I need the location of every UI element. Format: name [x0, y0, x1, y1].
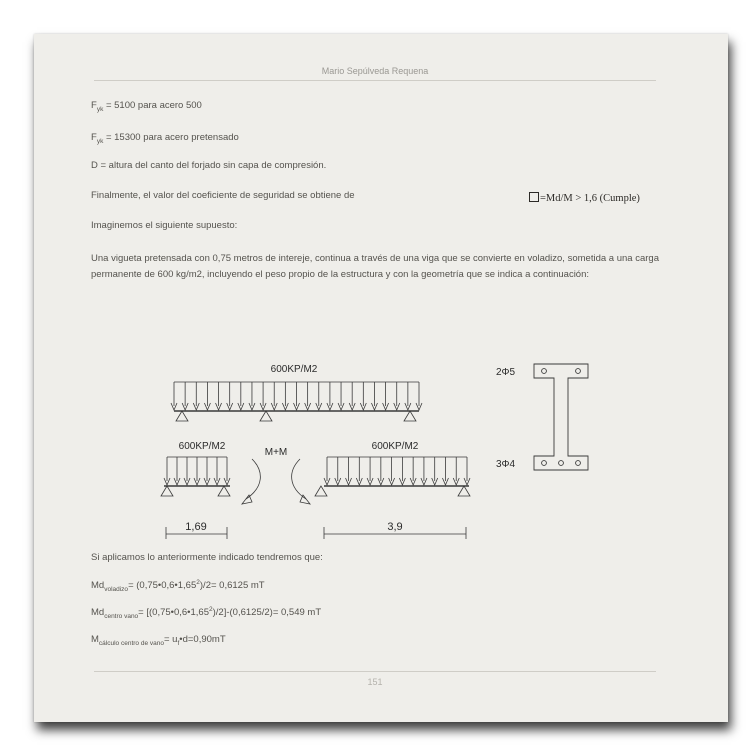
- page-number: 151: [367, 677, 383, 687]
- md-centro-vano-line: $Md_{centro vano}=$ $[(0,75•0,6•1,65^2)/2]-(0,6125/2)= 0,549$ mT: [91, 606, 322, 621]
- dim-right-label: 3,9: [387, 521, 403, 533]
- md-voladizo-line: $Md_{voladizo}=$ $(0,75•0,6•1,65^2)/2= 0,6125$ mT: [91, 579, 265, 594]
- safety-factor-line: Finalmente, el valor del coeficiente de seguridad se obtiene de: [91, 190, 355, 201]
- document-page: [34, 34, 728, 722]
- dim-left-label: 1,69: [185, 521, 207, 533]
- top-load-label: 600KP/M2: [270, 364, 318, 375]
- dimension-labels: [114, 519, 474, 549]
- fyk-acero-500-line: $F_{yk} = 5100$ para acero 500: [91, 100, 202, 113]
- beam-load-diagram: [114, 299, 474, 524]
- section-top-label: 2Φ5: [496, 367, 516, 378]
- fyk-acero-pretensado-line: $F_{yk} = 15300$ para acero pretensado: [91, 132, 239, 145]
- d-definition-line: D = altura del canto del forjado sin capa de compresión.: [91, 160, 327, 171]
- footer-rule: [94, 671, 656, 672]
- problem-paragraph: Una vigueta pretensada con 0,75 metros de intereje, continua a través de una viga que se convierte en voladizo, sometida a una carga permanente de 600 kg/m2, incluyendo el peso propio de la estructura y con la geometría que se indica a continuación:: [91, 253, 659, 280]
- imaginemos-line: Imaginemos el siguiente supuesto:: [91, 220, 238, 231]
- running-header: Mario Sepúlveda Requena: [321, 66, 429, 76]
- missing-glyph-box: [529, 192, 539, 202]
- intro-line: Si aplicamos lo anteriormente indicado tendremos que:: [91, 552, 323, 563]
- i-beam-section: [484, 354, 604, 474]
- moment-label: M+M: [264, 447, 288, 458]
- header-rule: [94, 80, 656, 81]
- safety-formula: =Md/M > 1,6 (Cumple): [529, 192, 640, 204]
- section-bottom-label: 3Φ4: [496, 459, 516, 470]
- m-calculo-line: $M_{cálculo centro de vano}=$ $u_f•d=0,90mT$: [91, 634, 226, 647]
- right-load-label: 600KP/M2: [371, 441, 419, 452]
- left-load-label: 600KP/M2: [178, 441, 226, 452]
